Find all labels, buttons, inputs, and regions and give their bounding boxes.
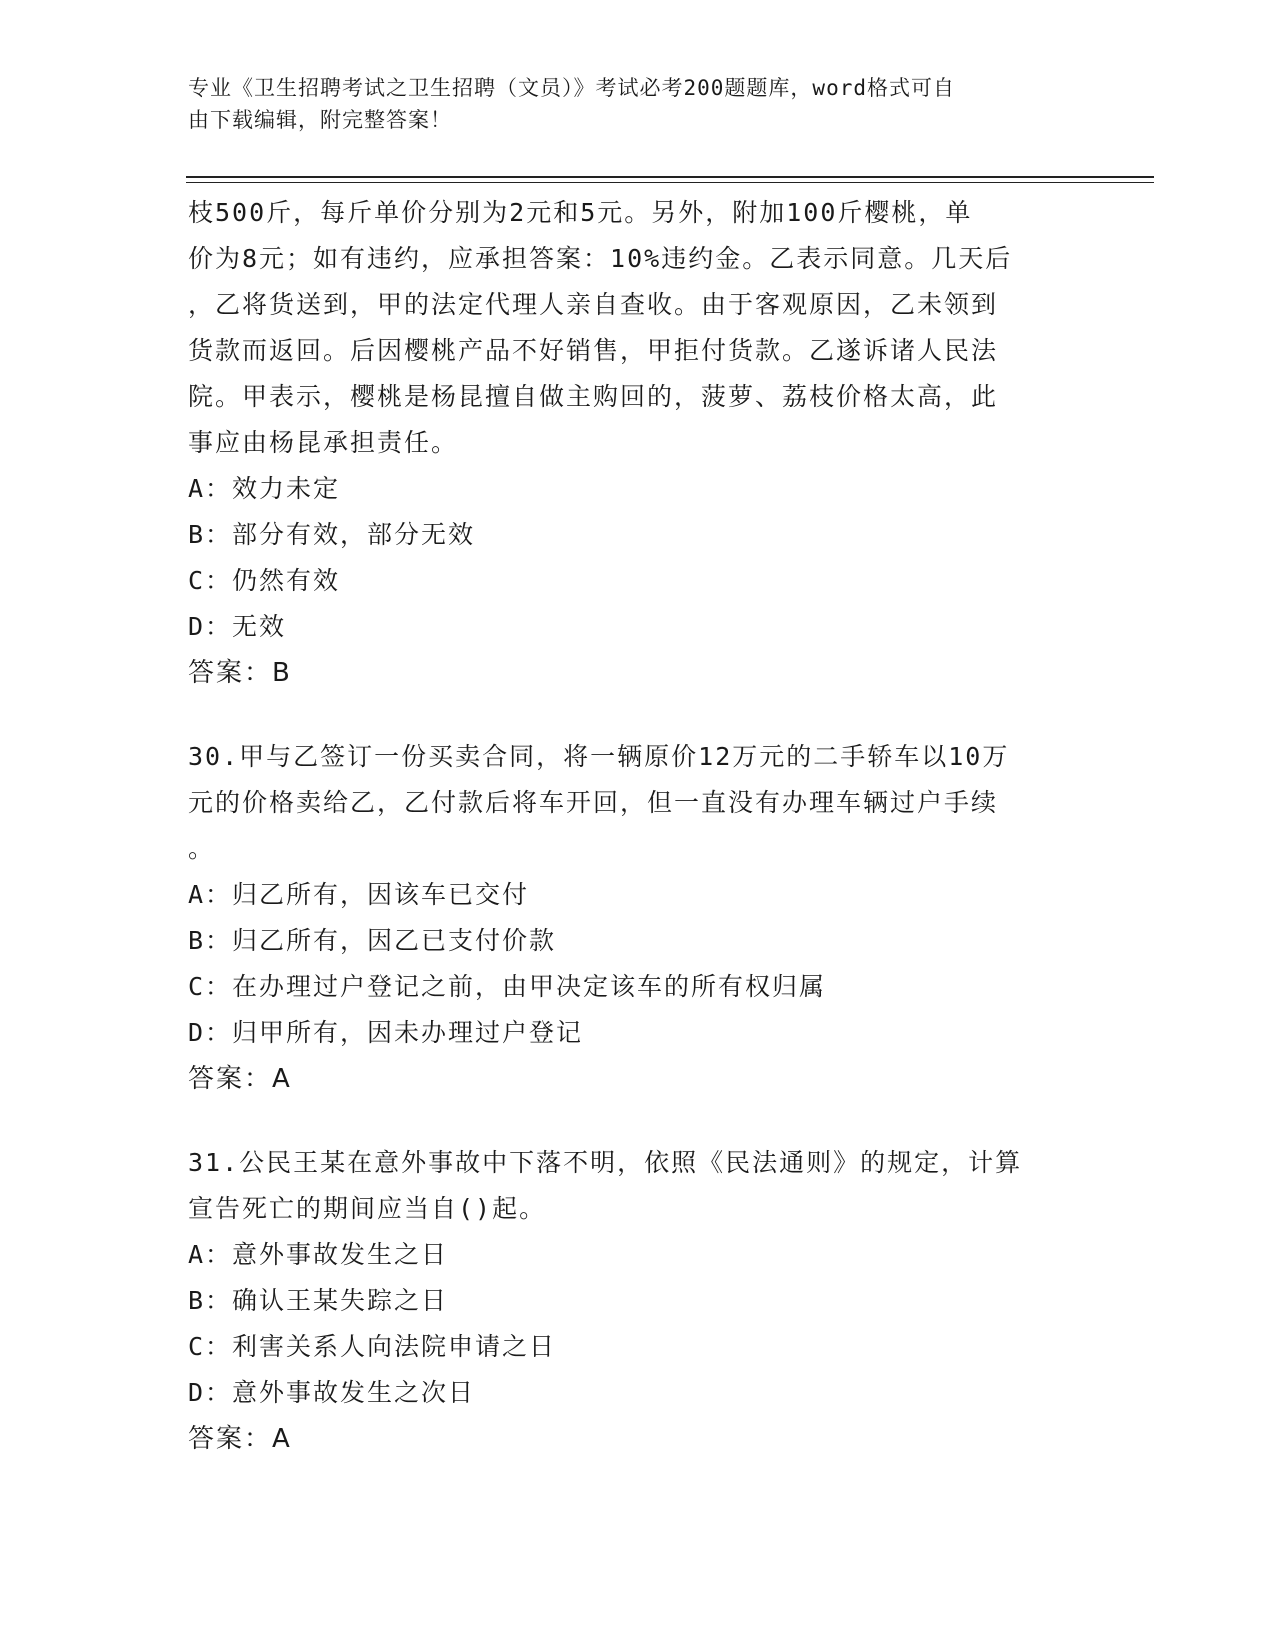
option-d: D：意外事故发生之次日 [188,1378,476,1407]
answer-line: 答案：A [188,1064,292,1094]
question-stem-line: 宣告死亡的期间应当自()起。 [188,1194,547,1223]
question-gap [188,696,1088,734]
option-d: D：无效 [188,612,287,641]
question-stem-line: 货款而返回。后因樱桃产品不好销售，甲拒付货款。乙遂诉诸人民法 [188,336,999,365]
option-c: C：仍然有效 [188,566,341,595]
question-stem-line: 。 [188,834,216,863]
document-body [188,190,1088,1462]
option-d: D：归甲所有，因未办理过户登记 [188,1018,584,1047]
document-header [188,72,1088,136]
option-b: B：归乙所有，因乙已支付价款 [188,926,557,955]
question-30 [188,734,1088,1102]
option-a: A：意外事故发生之日 [188,1240,449,1269]
question-31 [188,1140,1088,1462]
header-rule-thin [186,182,1154,183]
header-line: 由下载编辑，附完整答案！ [188,108,452,132]
option-c: C：利害关系人向法院申请之日 [188,1332,557,1361]
question-stem-line: 31.公民王某在意外事故中下落不明，依照《民法通则》的规定，计算 [188,1148,1023,1177]
option-a: A：效力未定 [188,474,341,503]
question-stem-line: 元的价格卖给乙，乙付款后将车开回，但一直没有办理车辆过户手续 [188,788,999,817]
header-line: 专业《卫生招聘考试之卫生招聘（文员）》考试必考200题题库，word格式可自 [188,76,955,100]
question-gap [188,1102,1088,1140]
answer-line: 答案：A [188,1424,292,1454]
question-stem-line: 价为8元；如有违约，应承担答案：10%违约金。乙表示同意。几天后 [188,244,1013,273]
header-rule-thick [186,176,1154,178]
question-29 [188,190,1088,696]
option-c: C：在办理过户登记之前，由甲决定该车的所有权归属 [188,972,827,1001]
question-stem-line: 枝500斤，每斤单价分别为2元和5元。另外，附加100斤樱桃，单 [188,198,973,227]
option-b: B：部分有效，部分无效 [188,520,476,549]
question-stem-line: 院。甲表示，樱桃是杨昆擅自做主购回的，菠萝、荔枝价格太高，此 [188,382,999,411]
option-a: A：归乙所有，因该车已交付 [188,880,530,909]
option-b: B：确认王某失踪之日 [188,1286,449,1315]
question-stem-line: ，乙将货送到，甲的法定代理人亲自查收。由于客观原因，乙未领到 [188,290,999,319]
question-stem-line: 事应由杨昆承担责任。 [188,428,459,457]
question-stem-line: 30.甲与乙签订一份买卖合同，将一辆原价12万元的二手轿车以10万 [188,742,1010,771]
answer-line: 答案：B [188,658,292,688]
